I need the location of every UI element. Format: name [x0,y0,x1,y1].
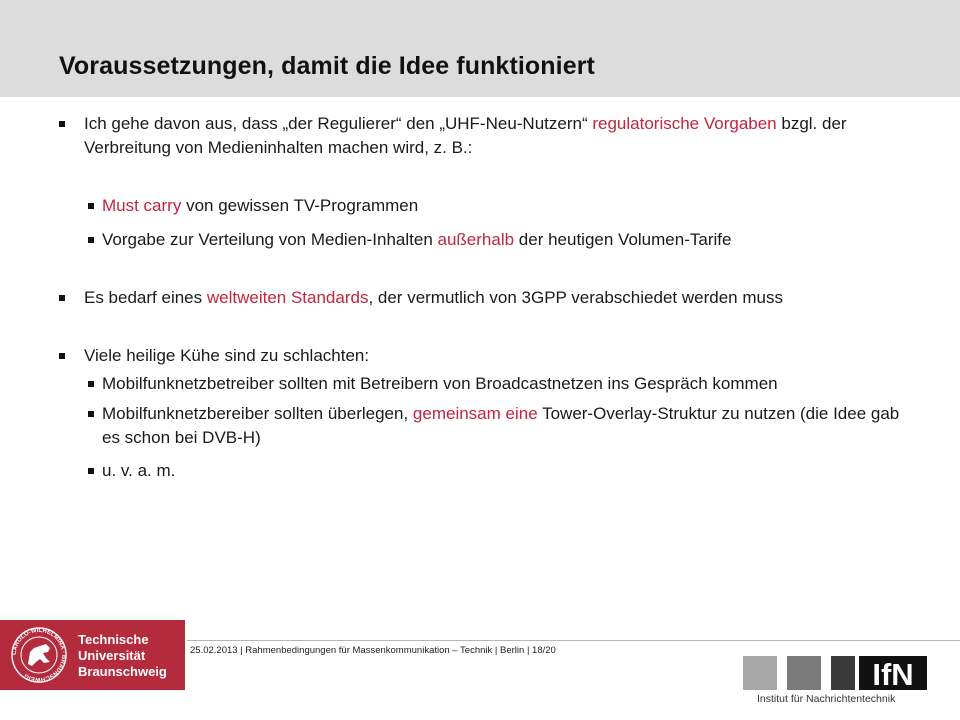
footer-divider [187,640,960,641]
highlight-text: weltweiten Standards [206,288,369,307]
ifn-square [743,656,777,690]
tu-seal-text: CAROLO-WILHELMINA · BRAUNSCHWEIG [11,627,67,683]
tu-seal-icon [10,626,68,684]
bullet-text: Tower-Overlay-Struktur zu nutzen (die Idee gab es schon bei DVB-H) [102,404,900,447]
ifn-square [787,656,821,690]
bullet-text: u. v. a. m. [102,461,176,480]
highlight-text: regulatorische Vorgaben [592,114,777,133]
slide-title: Voraussetzungen, damit die Idee funktioniert [59,52,595,80]
footer-text: 25.02.2013 | Rahmenbedingungen für Massenkommunikation – Technik | Berlin | 18/20 [190,645,556,656]
highlight-text: gemeinsam eine [412,404,538,423]
bullet-text: Mobilfunknetzbetreiber sollten mit Betreibern von Broadcastnetzen ins Gespräch kommen [102,374,778,393]
sub-bullet-distribution [88,228,919,252]
bullet-holy-cows [59,344,919,368]
bullet-text: , der vermutlich von 3GPP verabschiedet werden muss [368,288,783,307]
tu-name [78,632,167,680]
highlight-text: Must carry [102,196,182,215]
bullet-text: Vorgabe zur Verteilung von Medien-Inhalten [102,230,438,249]
ifn-caption: Institut für Nachrichtentechnik [757,693,896,705]
bullet-regulation [59,112,919,160]
bullet-text: bzgl. der Verbreitung von Medieninhalten machen wird, z. B.: [84,114,847,157]
ifn-square [831,656,855,690]
tu-braunschweig-logo [0,620,185,690]
bullet-text: Viele heilige Kühe sind zu schlachten: [84,346,370,365]
ifn-letters: IfN [872,657,914,690]
bullet-text: der heutigen Volumen-Tarife [514,230,732,249]
bullet-standard [59,286,919,310]
bullet-text: von gewissen TV-Programmen [181,196,419,215]
tu-name-line: Braunschweig [78,664,167,679]
slide-content [59,112,919,483]
bullet-text: Es bedarf eines [84,288,207,307]
header-band [0,0,960,97]
sub-bullet-tower-overlay [88,402,919,450]
sub-bullet-must-carry [88,194,919,218]
ifn-letters-mark [859,656,927,690]
sub-bullet-etc [88,459,919,483]
ifn-logo [735,656,935,716]
bullet-text: Ich gehe davon aus, dass „der Regulierer“ den „UHF-Neu-Nutzern“ [84,114,593,133]
tu-name-line: Universität [78,648,146,663]
bullet-text: Mobilfunknetzbereiber sollten überlegen, [102,404,413,423]
highlight-text: außerhalb [437,230,515,249]
sub-bullet-operators-talk [88,372,919,396]
tu-name-line: Technische [78,632,149,647]
